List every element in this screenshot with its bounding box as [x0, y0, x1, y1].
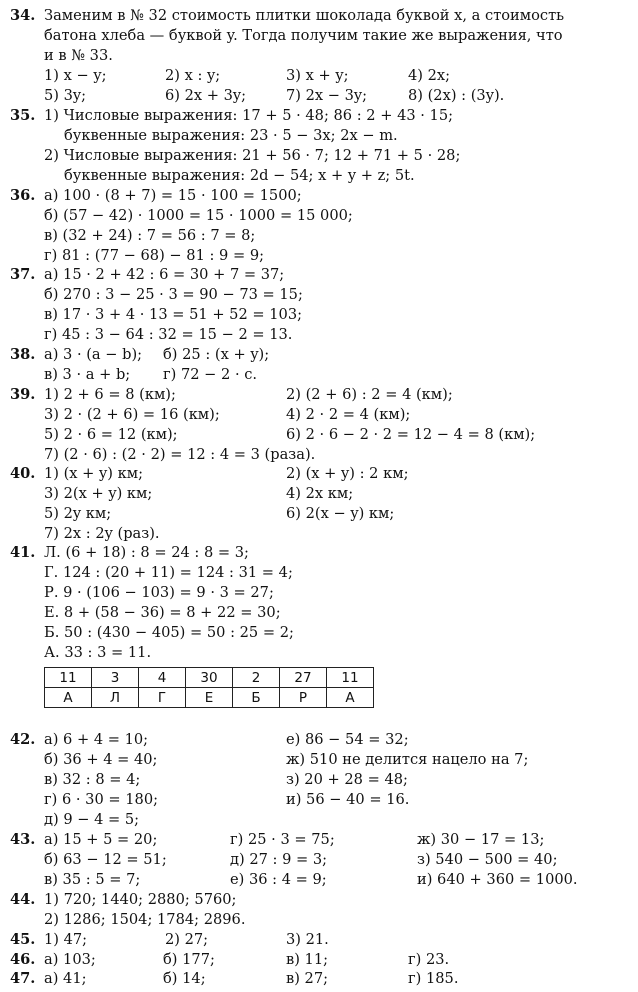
problem-number: 34. — [10, 7, 36, 24]
answer-item: 1) 2 + 6 = 8 (км); — [44, 386, 176, 403]
answer-item: 7) 2x − 3y; — [286, 87, 368, 104]
table-cell: А — [327, 688, 374, 708]
problem-34-line-1: Заменим в № 32 стоимость плитки шоколада буквой x, а стоимость — [44, 7, 565, 24]
answer-line: 2) 1286; 1504; 1784; 2896. — [44, 911, 246, 928]
table-cell: 4 — [139, 668, 186, 688]
table-cell: 30 — [186, 668, 233, 688]
problem-number: 39. — [10, 386, 36, 403]
answer-item: з) 540 − 500 = 40; — [417, 851, 558, 868]
answer-item: 4) 2x км; — [286, 485, 354, 502]
answer-line: 1) 720; 1440; 2880; 5760; — [44, 891, 237, 908]
answer-item: 8) (2x) : (3y). — [408, 87, 505, 104]
answer-line: Е. 8 + (58 − 36) = 8 + 22 = 30; — [44, 604, 281, 621]
answer-item: 6) 2(x − y) км; — [286, 505, 395, 522]
answer-line: б) (57 − 42) · 1000 = 15 · 1000 = 15 000; — [44, 207, 353, 224]
answer-item: 4) 2 · 2 = 4 (км); — [286, 406, 411, 423]
answer-item: е) 86 − 54 = 32; — [286, 731, 409, 748]
answer-item: в) 3 · a + b; — [44, 366, 131, 383]
answer-item: б) 36 + 4 = 40; — [44, 751, 158, 768]
problem-number: 46. — [10, 951, 36, 968]
table-row-letters — [45, 688, 374, 708]
answer-item: д) 27 : 9 = 3; — [230, 851, 328, 868]
table-cell: 11 — [327, 668, 374, 688]
answer-line: в) 17 · 3 + 4 · 13 = 51 + 52 = 103; — [44, 306, 303, 323]
answer-item: 7) (2 · 6) : (2 · 2) = 12 : 4 = 3 (раза). — [44, 446, 316, 463]
answer-item: е) 36 : 4 = 9; — [230, 871, 327, 888]
problem-number: 44. — [10, 891, 36, 908]
answer-line: Л. (6 + 18) : 8 = 24 : 8 = 3; — [44, 544, 249, 561]
answer-item: г) 23. — [408, 951, 450, 968]
answer-item: 7) 2x : 2y (раз). — [44, 525, 160, 542]
table-cell: Е — [186, 688, 233, 708]
answer-item: 5) 3y; — [44, 87, 87, 104]
answer-line: б) 270 : 3 − 25 · 3 = 90 − 73 = 15; — [44, 286, 303, 303]
answer-item: б) 63 − 12 = 51; — [44, 851, 167, 868]
answer-item: 1) x − y; — [44, 67, 107, 84]
answer-item: 3) 2(x + y) км; — [44, 485, 153, 502]
answer-line: г) 81 : (77 − 68) − 81 : 9 = 9; — [44, 247, 265, 264]
answer-item: 4) 2x; — [408, 67, 451, 84]
answer-line: г) 45 : 3 − 64 : 32 = 15 − 2 = 13. — [44, 326, 293, 343]
table-cell: Л — [92, 688, 139, 708]
table-cell: Б — [233, 688, 280, 708]
answer-line: в) (32 + 24) : 7 = 56 : 7 = 8; — [44, 227, 256, 244]
problem-34-line-2: батона хлеба — буквой y. Тогда получим такие же выражения, что — [44, 27, 563, 44]
answer-item: 6) 2x + 3y; — [165, 87, 247, 104]
answer-item: а) 103; — [44, 951, 96, 968]
answer-line: Р. 9 · (106 − 103) = 9 · 3 = 27; — [44, 584, 274, 601]
table-cell: 2 — [233, 668, 280, 688]
answer-item: 2) 27; — [165, 931, 209, 948]
answer-item: 1) (x + y) км; — [44, 465, 144, 482]
problem-number: 47. — [10, 970, 36, 987]
answer-item: 3) 2 · (2 + 6) = 16 (км); — [44, 406, 220, 423]
answer-item: г) 72 − 2 · c. — [163, 366, 258, 383]
answer-item: 3) x + y; — [286, 67, 349, 84]
table-cell: Г — [139, 688, 186, 708]
answer-line: Г. 124 : (20 + 11) = 124 : 31 = 4; — [44, 564, 293, 581]
answer-item: в) 32 : 8 = 4; — [44, 771, 141, 788]
answer-item: з) 20 + 28 = 48; — [286, 771, 408, 788]
problem-35-line-3: 2) Числовые выражения: 21 + 56 · 7; 12 + 71 + 5 · 28; — [44, 147, 461, 164]
problem-number: 45. — [10, 931, 36, 948]
problem-35-line-2: буквенные выражения: 23 · 5 − 3x; 2x − m. — [64, 127, 398, 144]
answer-item: 1) 47; — [44, 931, 88, 948]
answer-item: 6) 2 · 6 − 2 · 2 = 12 − 4 = 8 (км); — [286, 426, 536, 443]
answer-item: г) 185. — [408, 970, 459, 987]
table-cell: Р — [280, 688, 327, 708]
answer-item: 2) (2 + 6) : 2 = 4 (км); — [286, 386, 453, 403]
problem-number: 35. — [10, 107, 36, 124]
answer-item: и) 640 + 360 = 1000. — [417, 871, 578, 888]
answer-item: б) 177; — [163, 951, 215, 968]
cipher-table — [44, 667, 374, 708]
problem-number: 40. — [10, 465, 36, 482]
answer-item: ж) 510 не делится нацело на 7; — [286, 751, 529, 768]
problem-35-line-1: 1) Числовые выражения: 17 + 5 · 48; 86 : 2 + 43 · 15; — [44, 107, 454, 124]
answer-item: г) 25 · 3 = 75; — [230, 831, 335, 848]
answer-item: 5) 2 · 6 = 12 (км); — [44, 426, 178, 443]
answer-item: д) 9 − 4 = 5; — [44, 811, 140, 828]
answer-item: 2) (x + y) : 2 км; — [286, 465, 409, 482]
answer-item: 5) 2y км; — [44, 505, 112, 522]
answer-line: Б. 50 : (430 − 405) = 50 : 25 = 2; — [44, 624, 294, 641]
table-cell: 11 — [45, 668, 92, 688]
answer-item: б) 14; — [163, 970, 206, 987]
problem-number: 41. — [10, 544, 36, 561]
table-cell: А — [45, 688, 92, 708]
problem-number: 42. — [10, 731, 36, 748]
table-cell: 3 — [92, 668, 139, 688]
answer-item: а) 3 · (a − b); — [44, 346, 143, 363]
answer-item: и) 56 − 40 = 16. — [286, 791, 410, 808]
problem-35-line-4: буквенные выражения: 2d − 54; x + y + z; 5t. — [64, 167, 415, 184]
problem-number: 38. — [10, 346, 36, 363]
problem-number: 36. — [10, 187, 36, 204]
answer-line: а) 15 · 2 + 42 : 6 = 30 + 7 = 37; — [44, 266, 285, 283]
answer-item: 2) x : y; — [165, 67, 221, 84]
answer-item: б) 25 : (x + y); — [163, 346, 270, 363]
answer-line: А. 33 : 3 = 11. — [44, 644, 152, 661]
problem-number: 37. — [10, 266, 36, 283]
problem-number: 43. — [10, 831, 36, 848]
table-cell: 27 — [280, 668, 327, 688]
answer-line: а) 100 · (8 + 7) = 15 · 100 = 1500; — [44, 187, 302, 204]
answer-item: а) 41; — [44, 970, 87, 987]
answer-item: г) 6 · 30 = 180; — [44, 791, 159, 808]
answer-item: а) 6 + 4 = 10; — [44, 731, 149, 748]
problem-34-line-3: и в № 33. — [44, 47, 113, 64]
table-row-numbers — [45, 668, 374, 688]
answer-item: 3) 21. — [286, 931, 329, 948]
answer-item: в) 27; — [286, 970, 329, 987]
answer-item: ж) 30 − 17 = 13; — [417, 831, 545, 848]
answer-item: в) 35 : 5 = 7; — [44, 871, 141, 888]
answer-item: а) 15 + 5 = 20; — [44, 831, 158, 848]
answer-item: в) 11; — [286, 951, 329, 968]
